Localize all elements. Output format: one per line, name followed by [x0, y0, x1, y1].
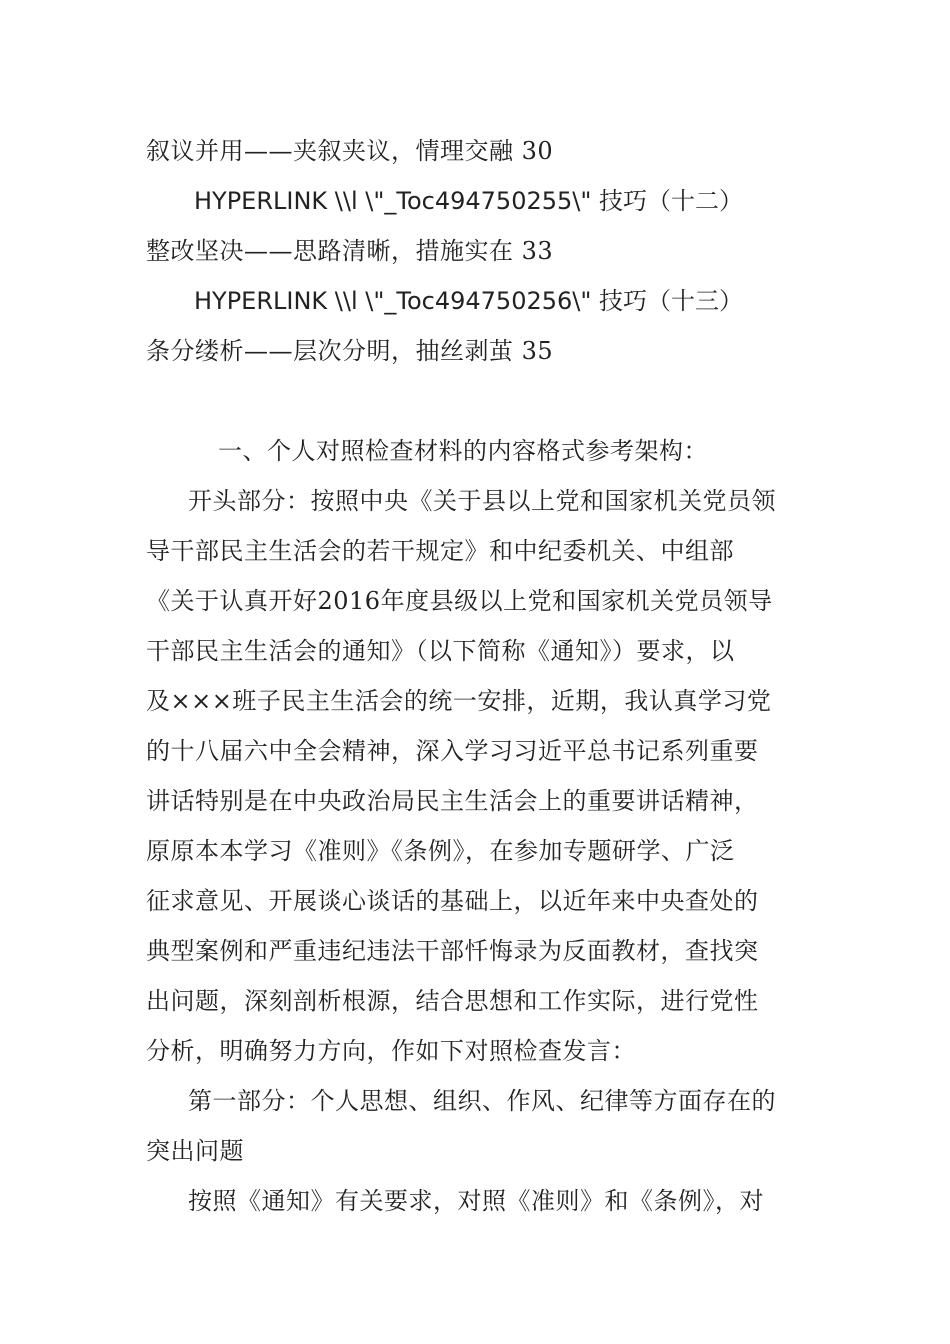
paragraph-line: 按照《通知》有关要求，对照《准则》和《条例》，对 [188, 1187, 764, 1215]
paragraph-line: 出问题，深刻剖析根源，结合思想和工作实际，进行党性 [146, 987, 759, 1015]
paragraph-line: 讲话特别是在中央政治局民主生活会上的重要讲话精神， [146, 787, 759, 815]
part-one-heading-line: 突出问题 [146, 1137, 244, 1165]
paragraph-line: 及×××班子民主生活会的统一安排，近期，我认真学习党 [146, 687, 772, 715]
paragraph-line: 典型案例和严重违纪违法干部忏悔录为反面教材，查找突 [146, 937, 759, 965]
toc-entry-13-hyperlink[interactable]: HYPERLINK \\l \"_Toc494750256\" 技巧（十三） [194, 287, 744, 315]
toc-entry-12-hyperlink[interactable]: HYPERLINK \\l \"_Toc494750255\" 技巧（十二） [194, 187, 744, 215]
paragraph-line: 分析，明确努力方向，作如下对照检查发言： [146, 1037, 636, 1065]
section-heading: 一、个人对照检查材料的内容格式参考架构： [218, 437, 708, 465]
toc-entry-13-title: 条分缕析——层次分明，抽丝剥茧 35 [146, 337, 554, 365]
paragraph-line: 导干部民主生活会的若干规定》和中纪委机关、中组部 [146, 537, 734, 565]
paragraph-line: 干部民主生活会的通知》（以下简称《通知》）要求，以 [146, 637, 735, 665]
toc-entry-12-title: 整改坚决——思路清晰，措施实在 33 [146, 237, 554, 265]
paragraph-line: 《关于认真开好2016年度县级以上党和国家机关党员领导 [146, 587, 773, 615]
paragraph-line: 原原本本学习《准则》《条例》，在参加专题研学、广泛 [146, 837, 735, 865]
paragraph-line: 的十八届六中全会精神，深入学习习近平总书记系列重要 [146, 737, 759, 765]
paragraph-line: 开头部分：按照中央《关于县以上党和国家机关党员领 [188, 487, 776, 515]
part-one-heading-line: 第一部分：个人思想、组织、作风、纪律等方面存在的 [188, 1087, 776, 1115]
toc-entry-11-title: 叙议并用——夹叙夹议，情理交融 30 [146, 137, 554, 165]
paragraph-line: 征求意见、开展谈心谈话的基础上，以近年来中央查处的 [146, 887, 759, 915]
